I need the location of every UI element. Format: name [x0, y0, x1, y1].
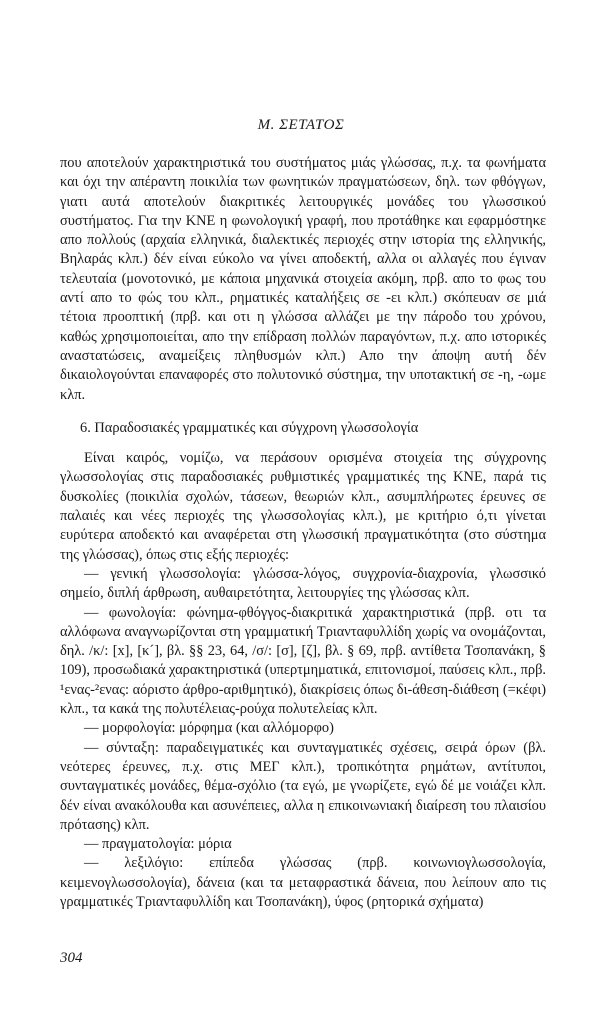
list-item-lexicology: — λεξιλόγιο: επίπεδα γλώσσας (πρβ. κοινωνιογλωσσολογία, κειμενογλωσσολογία), δάνεια (και τα μεταφραστικά δάνεια, που λείπουν απο τις γραμματικές Τριανταφυλλίδη και Τσοπανάκη), ύφος (ρητορικά σχήματα) [60, 855, 546, 910]
section-heading: 6. Παραδοσιακές γραμματικές και σύγχρονη γλωσσολογία [80, 419, 419, 436]
paragraph-continuation: που αποτελούν χαρακτηριστικά του συστήματος μιάς γλώσσας, π.χ. τα φωνήματα και όχι την απέραντη ποικιλία των φωνητικών πραγματώσεων, δηλ. των φθόγγων, γιατι αυτά αποτελούν διακριτικές λειτουργικές μονάδες του γλωσσικού συστήματος. Για την ΚΝΕ η φωνολογική γραφή, που προτάθηκε και εφαρμόστηκε απο πολλούς (αρχαία ελληνικά, διαλεκτικές περιοχές στην ιστορία της ελληνικής, Βηλαράς κλπ.) δέν είναι εύκολο να γίνει αποδεκτή, αλλα οι αλλαγές που έγιναν τελευταία (μονοτονικό, με κάποια μηχανικά στοιχεία ακόμη, πρβ. απο το φως του αντί απο το φώς του κλπ., ρηματικές καταλήξεις σε -ει κλπ.) σκόπευαν σε μιά τέτοια προοπτική (πρβ. και οτι η γλώσσα αλλάζει με την πάροδο του χρόνου, καθώς χρησιμοποιείται, απο την επίδραση πολλών παραγόντων, π.χ. απο ιστορικές αναστατώσεις, αναμείξεις πληθυσμών κλπ.) Απο την άποψη αυτή δέν δικαιολογούνται επαναφορές στο πολυτονικό σύστημα, την υποτακτική σε -η, -ωμε κλπ. [60, 155, 546, 403]
paragraph-intro: Είναι καιρός, νομίζω, να περάσουν ορισμένα στοιχεία της σύγχρονης γλωσσολογίας στις παραδοσιακές ρυθμιστικές γραμματικές της ΚΝΕ, παρά τις δυσκολίες (ποικιλία σχολών, τάσεων, θεωριών κλπ., ασυμπλήρωτες έρευνες σε παλαιές και νέες περιοχές της γλωσσολογίας κλπ.), με κριτήριο ό,τι γίνεται ευρύτερα αποδεκτό και αναφέρεται στη γλωσσική πραγματικότητα (στο σύστημα της γλώσσας), όπως στις εξής περιοχές: [60, 450, 546, 563]
running-header: Μ. ΣΕΤΑΤΟΣ [257, 117, 345, 133]
page-number: 304 [60, 950, 83, 966]
list-item-syntax: — σύνταξη: παραδειγματικές και συνταγματικές σχέσεις, σειρά όρων (βλ. νεότερες έρευνες, π.χ. στις ΜΕΓ κλπ.), τροπικότητα ρημάτων, αντίτυποι, συνταγματικές μονάδες, θέμα-σχόλιο (τα εγώ, με γνωρίζετε, εγώ δέ με νοιάζει κλπ. δέν είναι ανακόλουθα και ασυνέπειες, αλλα η επικοινωνιακή διαίρεση του πλαισίου πρότασης) κλπ. [60, 739, 546, 833]
list-item-morphology: — μορφολογία: μόρφημα (και αλλόμορφο) [84, 720, 334, 737]
list-item-pragmatics: — πραγματολογία: μόρια [84, 836, 232, 853]
list-item-phonology: — φωνολογία: φώνημα-φθόγγος-διακριτικά χαρακτηριστικά (πρβ. οτι τα αλλόφωνα αναγνωρίζονται στη γραμματική Τριανταφυλλίδη χωρίς να ονομάζονται, δηλ. /κ/: [x], [κ´], βλ. §§ 23, 64, /σ/: [σ], [ζ], βλ. § 69, πρβ. αντίθετα Τσοπανάκη, § 109), προσωδιακά χαρακτηριστικά (υπερτμηματικά, επιτονισμοί, παύσεις κλπ., πρβ. ¹ενας-²ενας: αόριστο άρθρο-αριθμητικό), διακρίσεις όπως δι-άθεση-διάθεση (=κέφι) κλπ., τα κακά της πολυτέλειας-ρούχα πολυτελείας κλπ. [60, 604, 546, 718]
list-item-general-linguistics: — γενική γλωσσολογία: γλώσσα-λόγος, συγχρονία-διαχρονία, γλωσσικό σημείο, διπλή άρθρωση, αυθαιρετότητα, λειτουργίες της γλώσσας κλπ. [60, 565, 546, 602]
body-text [60, 154, 546, 912]
